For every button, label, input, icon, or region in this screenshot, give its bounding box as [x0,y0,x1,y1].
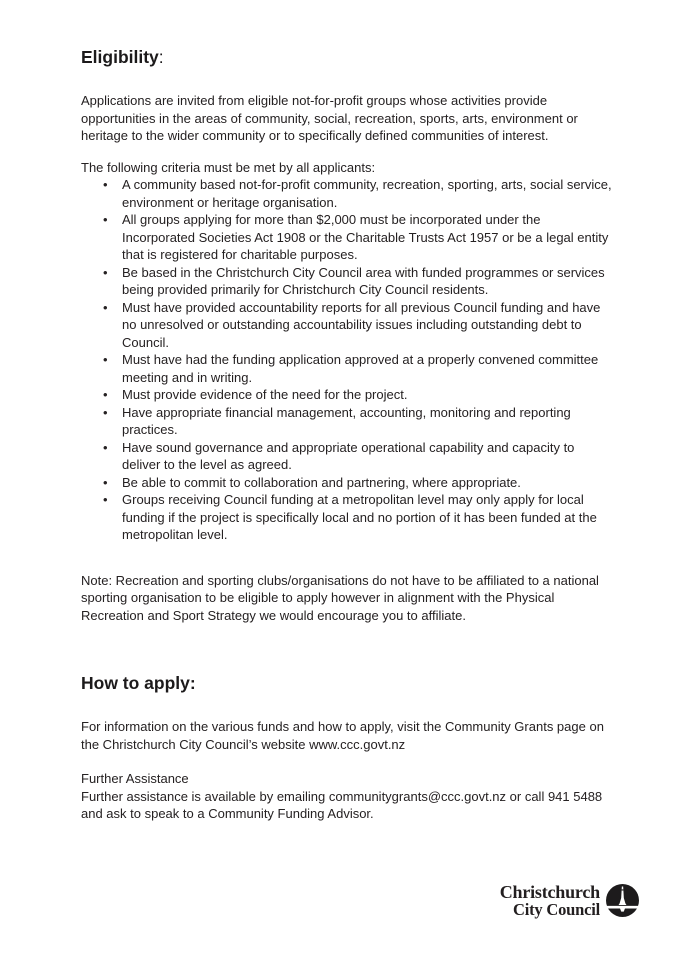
criteria-item: • A community based not-for-profit community, recreation, sporting, arts, social service, environment or heritage organisation. [81,176,616,211]
criteria-list [81,176,616,544]
criteria-item: • Groups receiving Council funding at a metropolitan level may only apply for local funding if the project is specifically local and no portion of it has been funded at the metropolitan level. [81,491,616,544]
apply-info-paragraph: For information on the various funds and how to apply, visit the Community Grants page on the Christchurch City Council’s website www.ccc.govt.nz [81,719,604,752]
council-logo-line2: City Council [513,900,600,919]
criteria-item: • All groups applying for more than $2,000 must be incorporated under the Incorporated Societies Act 1908 or the Charitable Trusts Act 1957 or be a legal entity that is registered for charitable purposes. [81,211,616,264]
criteria-item: • Must provide evidence of the need for the project. [81,386,616,404]
how-to-apply-heading: How to apply: [81,673,196,693]
criteria-item: • Must have had the funding application approved at a properly convened committee meeting and in writing. [81,351,616,386]
eligibility-heading [81,46,616,68]
council-logo [500,883,639,918]
eligibility-heading-colon: : [158,47,164,67]
criteria-item: • Must have provided accountability reports for all previous Council funding and have no unresolved or outstanding accountability issues including outstanding debt to Council. [81,299,616,352]
further-assistance-title: Further Assistance [81,771,189,786]
further-assistance-body: Further assistance is available by emailing communitygrants@ccc.govt.nz or call 941 5488 and ask to speak to a Community Funding Advisor. [81,788,603,821]
intro-paragraph: Applications are invited from eligible not-for-profit groups whose activities provide opportunities in the areas of community, social, recreation, sports, arts, environment or heritage to the wider community or to specifically defined communities of interest. [81,93,578,143]
criteria-intro: The following criteria must be met by all applicants: [81,159,376,175]
note-paragraph: Note: Recreation and sporting clubs/organisations do not have to be affiliated to a national sporting organisation to be eligible to apply however in alignment with the Physical Recreation and Sport Strategy we would encourage you to affiliate. [81,572,599,623]
council-logo-text [500,883,600,918]
council-logo-line1: Christchurch [499,882,600,902]
criteria-item: • Have sound governance and appropriate operational capability and capacity to deliver to the level as agreed. [81,439,616,474]
cathedral-circle-icon [606,884,639,917]
criteria-item: • Have appropriate financial management, accounting, monitoring and reporting practices. [81,404,616,439]
eligibility-heading-text: Eligibility [81,47,159,67]
criteria-item: • Be able to commit to collaboration and partnering, where appropriate. [81,474,616,492]
criteria-item: • Be based in the Christchurch City Council area with funded programmes or services being provided primarily for Christchurch City Council residents. [81,264,616,299]
